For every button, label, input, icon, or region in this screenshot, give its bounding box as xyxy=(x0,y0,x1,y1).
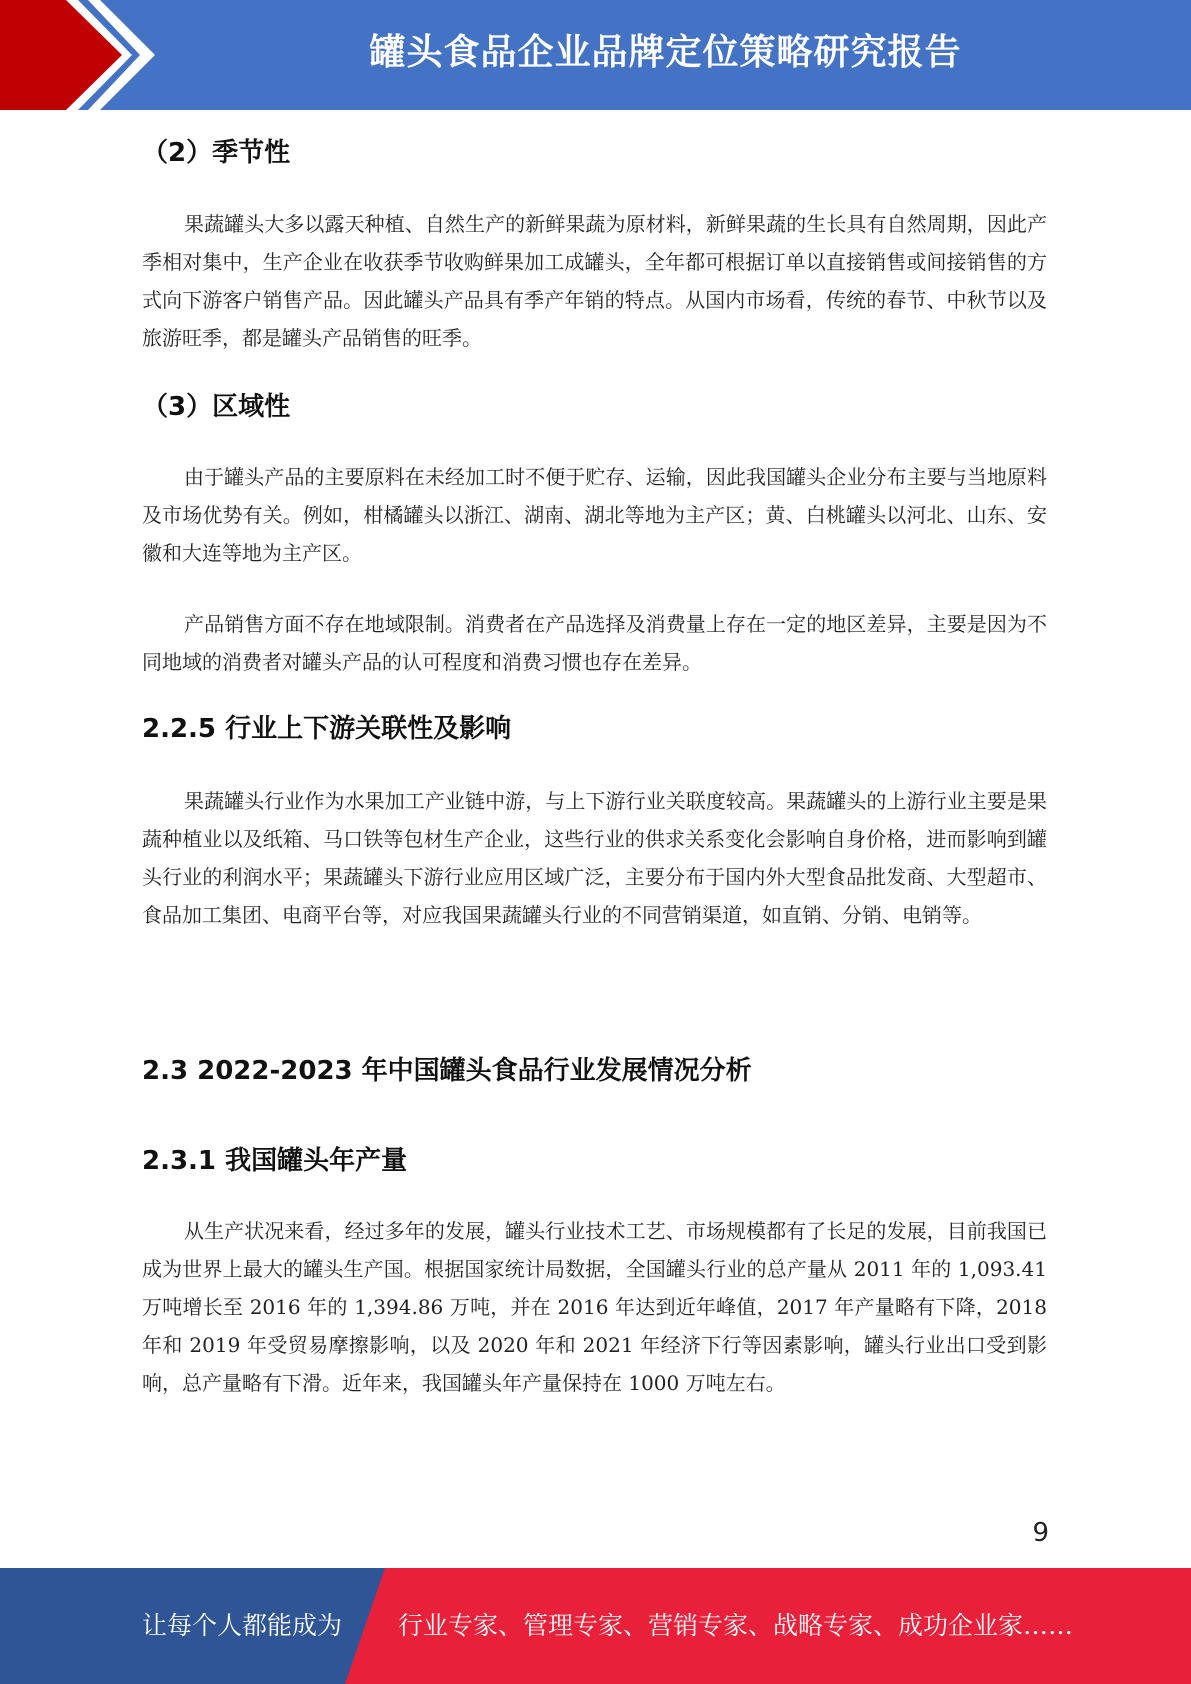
header-chevron-decoration xyxy=(0,0,160,110)
heading-seasonality: （2）季节性 xyxy=(142,138,291,168)
report-header xyxy=(0,0,1191,110)
paragraph-section-2-2-5: 果蔬罐头行业作为水果加工产业链中游，与上下游行业关联度较高。果蔬罐头的上游行业主要是果蔬种植业以及纸箱、马口铁等包材生产企业，这些行业的供求关系变化会影响自身价格，进而影响到罐头行业的利润水平；果蔬罐头下游行业应用区域广泛，主要分布于国内外大型食品批发商、大型超市、食品加工集团、电商平台等，对应我国果蔬罐头行业的不同营销渠道，如直销、分销、电销等。 xyxy=(142,789,1047,927)
paragraph-section-2-3-1: 从生产状况来看，经过多年的发展，罐头行业技术工艺、市场规模都有了长足的发展，目前我国已成为世界上最大的罐头生产国。根据国家统计局数据，全国罐头行业的总产量从 2011 年的 1,093.41 万吨增长至 2016 年的 1,394.86 万吨，并在 2016 年达到近年峰值，2017 年产量略有下降，2018 年和 2019 年受贸易摩擦影响，以及 2020 年和 2021 年经济下行等因素影响，罐头行业出口受到影响，总产量略有下滑。近年来，我国罐头年产量保持在 1000 万吨左右。 xyxy=(142,1219,1047,1395)
report-title: 罐头食品企业品牌定位策略研究报告 xyxy=(369,32,962,73)
page-number: 9 xyxy=(1032,1518,1049,1548)
paragraph-regionality-2: 产品销售方面不存在地域限制。消费者在产品选择及消费量上存在一定的地区差异，主要是因为不同地域的消费者对罐头产品的认可程度和消费习惯也存在差异。 xyxy=(142,612,1047,674)
heading-section-2-2-5: 2.2.5 行业上下游关联性及影响 xyxy=(142,714,512,744)
paragraph-regionality-1: 由于罐头产品的主要原料在未经加工时不便于贮存、运输，因此我国罐头企业分布主要与当地原料及市场优势有关。例如，柑橘罐头以浙江、湖南、湖北等地为主产区；黄、白桃罐头以河北、山东、安徽和大连等地为主产区。 xyxy=(142,465,1047,565)
paragraph-seasonality: 果蔬罐头大多以露天种植、自然生产的新鲜果蔬为原材料，新鲜果蔬的生长具有自然周期，因此产季相对集中，生产企业在收获季节收购鲜果加工成罐头，全年都可根据订单以直接销售或间接销售的方式向下游客户销售产品。因此罐头产品具有季产年销的特点。从国内市场看，传统的春节、中秋节以及旅游旺季，都是罐头产品销售的旺季。 xyxy=(142,212,1047,350)
heading-section-2-3: 2.3 2022-2023 年中国罐头食品行业发展情况分析 xyxy=(142,1056,752,1086)
heading-regionality: （3）区域性 xyxy=(142,392,291,422)
footer-slogan-right: 行业专家、管理专家、营销专家、战略专家、成功企业家…… xyxy=(398,1611,1074,1640)
report-footer xyxy=(0,1568,1191,1684)
footer-slogan-left: 让每个人都能成为 xyxy=(142,1611,343,1640)
heading-section-2-3-1: 2.3.1 我国罐头年产量 xyxy=(142,1146,408,1176)
